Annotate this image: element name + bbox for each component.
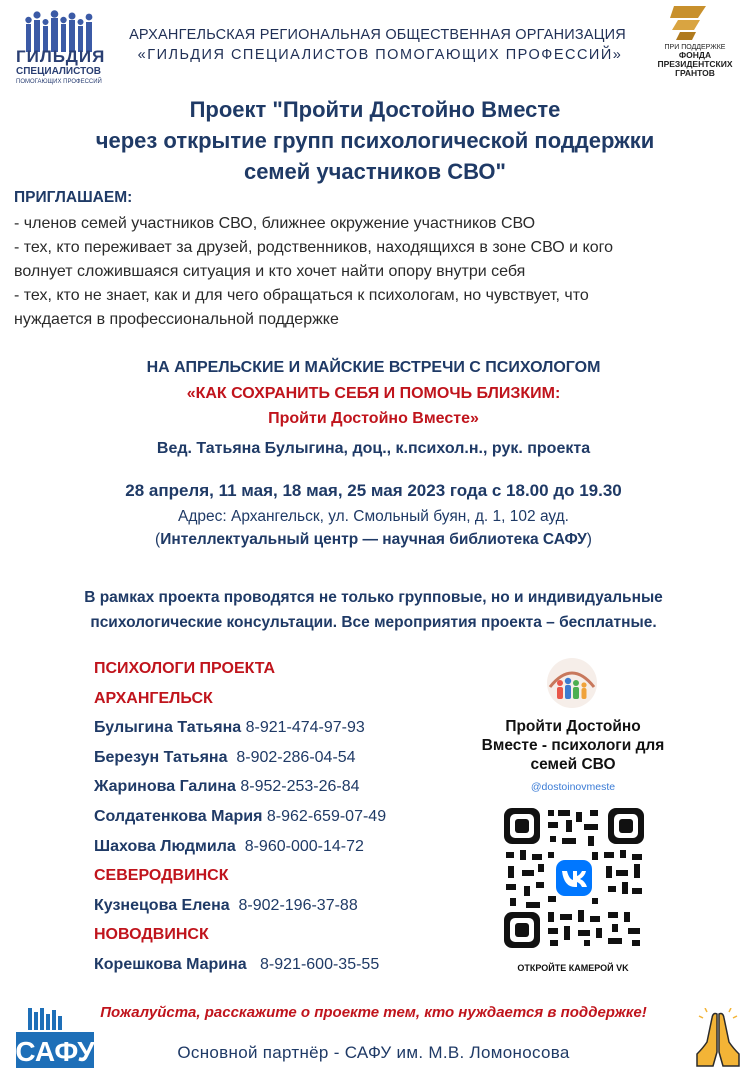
guild-logo-line1: ГИЛЬДИЯ (16, 47, 106, 66)
vk-logo-icon (556, 860, 592, 896)
psychologist-name: Березун Татьяна (94, 748, 228, 766)
fund-logo-line4: ГРАНТОВ (675, 68, 715, 79)
note-line2: психологические консультации. Все мероприятия проекта – бесплатные. (90, 614, 657, 631)
meeting-topic-sub: Пройти Достойно Вместе» (268, 410, 479, 427)
note-line1: В рамках проекта проводятся не только групповые, но и индивидуальные (84, 589, 663, 606)
guild-logo-text (16, 48, 108, 85)
qr-caption: ОТКРОЙТЕ КАМЕРОЙ VK (517, 963, 629, 973)
fund-logo-line2: ФОНДА (678, 50, 712, 61)
psychologist-row (94, 713, 454, 743)
psychologist-phone[interactable]: 8-902-286-04-54 (236, 748, 356, 766)
psychologist-row (94, 772, 454, 802)
project-title-line2: через открытие групп психологической поддержки (95, 128, 655, 153)
praying-hands-icon (693, 1008, 743, 1070)
invite-line: - тех, кто не знает, как и для чего обращаться к психологам, но чувствует, что (14, 287, 589, 304)
family-group-icon (544, 657, 600, 709)
safu-logo-text: САФУ (15, 1036, 95, 1067)
org-name-line2: «ГИЛЬДИЯ СПЕЦИАЛИСТОВ ПОМОГАЮЩИХ ПРОФЕССИЙ» (137, 47, 623, 63)
city-heading-arkhangelsk: АРХАНГЕЛЬСК (94, 689, 213, 707)
guild-logo-line3: ПОМОГАЮЩИХ ПРОФЕССИЙ (16, 79, 102, 85)
psychologist-phone[interactable]: 8-960-000-14-72 (244, 837, 364, 855)
fund-emblem-icon (670, 6, 706, 40)
presidential-grants-fund-logo (650, 6, 740, 86)
psychologist-name: Корешкова Марина (94, 955, 247, 973)
share-request: Пожалуйста, расскажите о проекте тем, кто нуждается в поддержке! (100, 1004, 647, 1021)
main-partner: Основной партнёр - САФУ им. М.В. Ломоносова (177, 1043, 570, 1062)
psychologists-heading: ПСИХОЛОГИ ПРОЕКТА (94, 660, 276, 677)
invite-line: нуждается в профессиональной поддержке (14, 311, 339, 328)
meeting-topic: «КАК СОХРАНИТЬ СЕБЯ И ПОМОЧЬ БЛИЗКИМ: (186, 385, 561, 402)
vk-group-title (448, 717, 698, 774)
city-heading-novodvinsk: НОВОДВИНСК (94, 926, 209, 944)
psychologist-row (94, 832, 454, 862)
psychologist-name: Булыгина Татьяна (94, 719, 242, 737)
psychologist-phone[interactable]: 8-952-253-26-84 (240, 778, 360, 796)
qr-code[interactable] (504, 808, 644, 948)
psychologist-name: Солдатенкова Мария (94, 807, 263, 825)
venue-paren-open: ( (155, 531, 161, 548)
meeting-dates: 28 апреля, 11 мая, 18 мая, 25 мая 2023 года с 18.00 до 19.30 (125, 481, 622, 500)
safu-logo (14, 1006, 96, 1070)
invite-heading: ПРИГЛАШАЕМ: (14, 189, 133, 206)
vk-group-title-line3: семей СВО (530, 756, 616, 773)
psychologist-row (94, 802, 454, 832)
psychologist-phone[interactable]: 8-902-196-37-88 (238, 896, 358, 914)
free-consultation-note (20, 585, 727, 635)
project-title-line3: семей участников СВО" (244, 159, 506, 184)
meeting-host: Вед. Татьяна Булыгина, доц., к.психол.н., рук. проекта (156, 440, 591, 457)
psychologist-phone[interactable]: 8-962-659-07-49 (266, 807, 387, 825)
fund-logo-text (650, 44, 740, 78)
psychologist-phone[interactable]: 8-921-600-35-55 (260, 955, 380, 973)
org-name-line1: АРХАНГЕЛЬСКАЯ РЕГИОНАЛЬНАЯ ОБЩЕСТВЕННАЯ ОРГАНИЗАЦИЯ (129, 27, 626, 43)
guild-logo-line2: СПЕЦИАЛИСТОВ (16, 66, 101, 77)
vk-group-title-line1: Пройти Достойно (505, 718, 641, 735)
psychologists-list (94, 654, 454, 980)
psychologist-name: Кузнецова Елена (94, 896, 230, 914)
psychologist-name: Шахова Людмила (94, 837, 236, 855)
psychologist-phone[interactable]: 8-921-474-97-93 (245, 719, 365, 737)
fund-logo-line3: ПРЕЗИДЕНТСКИХ (657, 59, 733, 70)
guild-logo (14, 10, 106, 90)
project-title-line1: Проект "Пройти Достойно Вместе (189, 97, 561, 122)
meeting-venue (0, 531, 747, 549)
invite-line: - членов семей участников СВО, ближнее окружение участников СВО (14, 215, 536, 232)
invite-line: волнует сложившаяся ситуация и кто хочет найти опору внутри себя (14, 263, 526, 280)
venue-paren-close: ) (586, 531, 592, 548)
project-title (30, 94, 720, 187)
psychologist-row (94, 891, 454, 921)
meeting-heading: НА АПРЕЛЬСКИЕ И МАЙСКИЕ ВСТРЕЧИ С ПСИХОЛОГОМ (146, 359, 601, 376)
city-heading-severodvinsk: СЕВЕРОДВИНСК (94, 867, 229, 885)
meeting-address: Адрес: Архангельск, ул. Смольный буян, д. 1, 102 ауд. (178, 508, 569, 525)
invite-line: - тех, кто переживает за друзей, родственников, находящихся в зоне СВО и кого (14, 239, 613, 256)
psychologist-name: Жаринова Галина (94, 778, 236, 796)
vk-group-title-line2: Вместе - психологи для (481, 737, 665, 754)
venue-name: Интеллектуальный центр — научная библиотека САФУ (160, 531, 587, 548)
invite-list (14, 212, 734, 332)
fund-logo-line1: ПРИ ПОДДЕРЖКЕ (664, 44, 726, 51)
psychologist-row (94, 950, 454, 980)
guild-figures-icon (20, 10, 100, 52)
vk-group-handle[interactable]: @dostoinovmeste (530, 781, 616, 793)
psychologist-row (94, 743, 454, 773)
